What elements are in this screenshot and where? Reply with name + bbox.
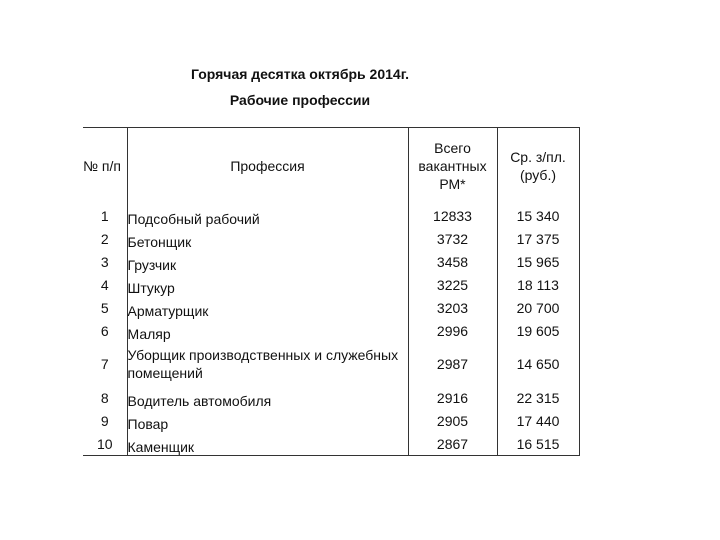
row-vacancies: 2905 [408,409,497,432]
row-vacancies: 2916 [408,386,497,409]
row-vacancies: 2996 [408,319,497,342]
row-profession: Водитель автомобиля [127,392,272,409]
row-profession: Бетонщик [127,233,192,250]
row-vacancies: 3732 [408,227,497,250]
row-vacancies: 12833 [408,204,497,227]
row-salary: 17 375 [497,227,579,250]
row-number: 1 [100,207,109,224]
table-header-row [83,128,579,205]
table-row [83,273,579,296]
row-salary: 18 113 [497,273,579,296]
row-profession: Арматурщик [127,302,209,319]
row-salary: 14 650 [497,342,579,386]
row-profession: Повар [127,415,169,432]
row-number: 5 [100,299,109,316]
table-row [83,204,579,227]
table-row [83,296,579,319]
document-title: Горячая десятка октябрь 2014г. [190,66,410,82]
row-number: 7 [100,356,109,372]
professions-table [83,127,580,456]
row-vacancies: 3225 [408,273,497,296]
row-salary: 19 605 [497,319,579,342]
table-row [83,432,579,456]
row-salary: 17 440 [497,409,579,432]
row-salary: 15 340 [497,204,579,227]
row-number: 4 [100,276,109,293]
table-row [83,386,579,409]
table-row [83,342,579,386]
row-profession: Штукур [127,279,175,296]
row-profession: Уборщик производственных и служебных помещений [127,342,408,386]
row-profession: Подсобный рабочий [127,210,260,227]
row-vacancies: 3458 [408,250,497,273]
header-salary: Ср. з/пл. (руб.) [497,128,579,205]
row-salary: 20 700 [497,296,579,319]
header-profession: Профессия [127,128,408,205]
row-profession: Маляр [127,325,171,342]
row-number: 6 [100,322,109,339]
row-salary: 16 515 [497,432,579,456]
table-row [83,409,579,432]
table-row [83,250,579,273]
document-subtitle: Рабочие профессии [229,92,371,108]
table-row [83,227,579,250]
row-profession: Каменщик [127,438,195,455]
row-vacancies: 3203 [408,296,497,319]
row-profession: Грузчик [127,256,177,273]
header-vacancies: Всего вакантных РМ* [408,128,497,205]
row-vacancies: 2867 [408,432,497,456]
row-vacancies: 2987 [408,342,497,386]
row-number: 3 [100,253,109,270]
row-number: 9 [100,412,109,429]
table-row [83,319,579,342]
row-number: 10 [83,432,127,456]
header-number: № п/п [83,128,127,205]
row-salary: 22 315 [497,386,579,409]
row-number: 2 [100,230,109,247]
row-salary: 15 965 [497,250,579,273]
row-number: 8 [100,389,109,406]
